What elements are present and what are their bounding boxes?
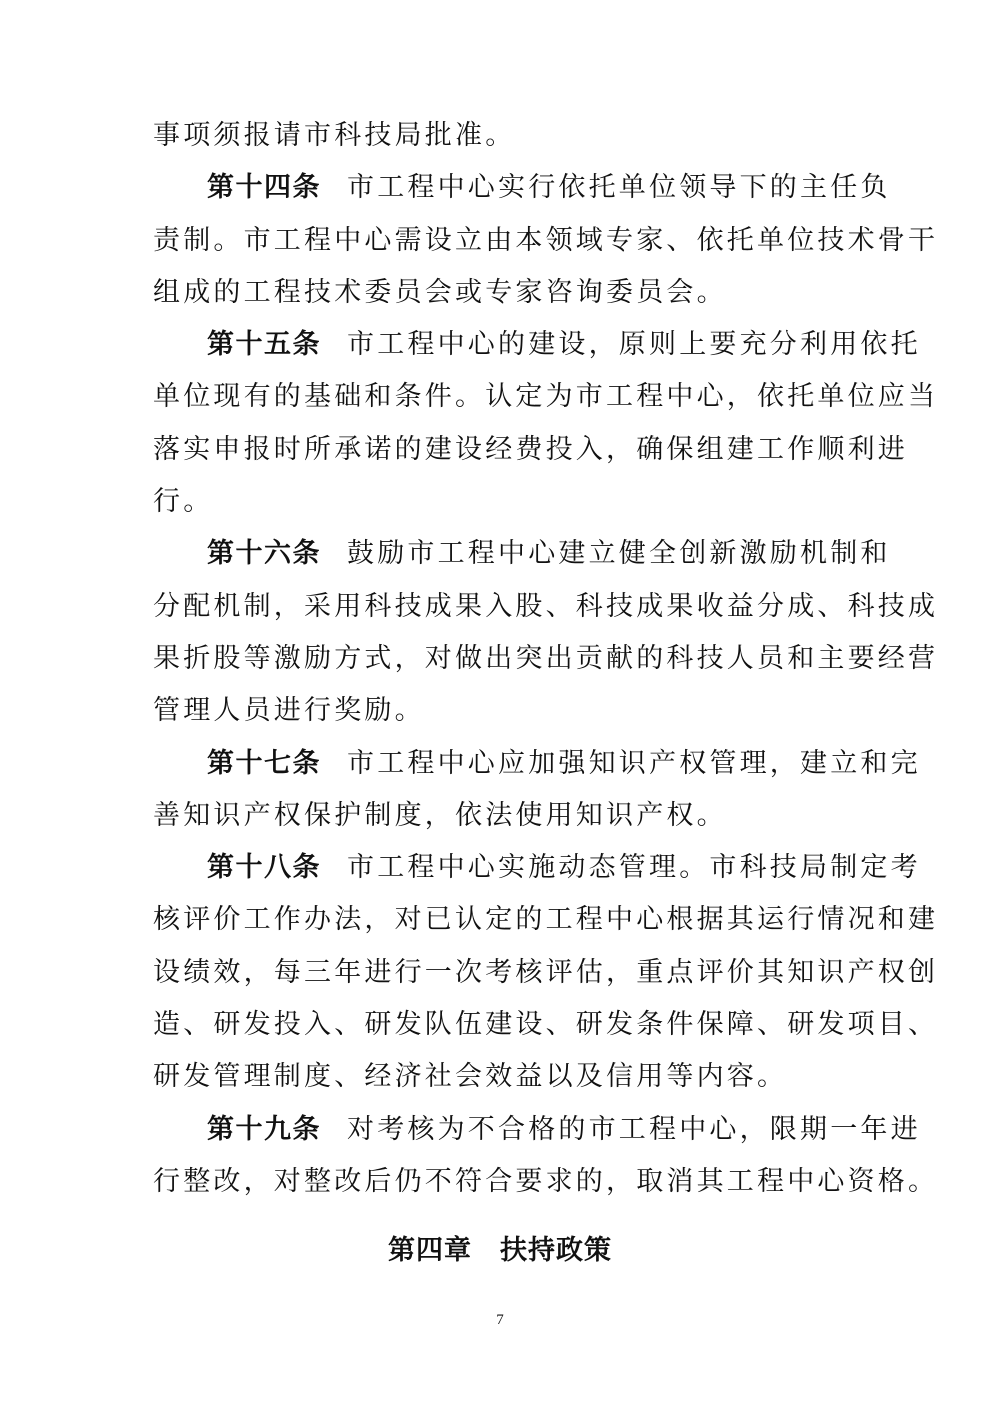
line-text: 市工程中心实施动态管理。市科技局制定考 (347, 852, 921, 884)
text-line (153, 947, 939, 999)
line-text: 责制。市工程中心需设立由本领域专家、依托单位技术骨干 (153, 224, 939, 256)
text-line (153, 476, 853, 528)
text-line (153, 371, 939, 423)
text-line (153, 1156, 939, 1208)
line-text: 落实申报时所承诺的建设经费投入，确保组建工作顺利进 (153, 433, 908, 465)
chapter-number: 第四章 (388, 1235, 472, 1266)
line-text: 市工程中心应加强知识产权管理，建立和完 (347, 747, 921, 779)
line-text: 鼓励市工程中心建立健全创新激励机制和 (347, 538, 891, 570)
article-19-line (153, 1104, 921, 1156)
line-text: 行整改，对整改后仍不符合要求的，取消其工程中心资格。 (153, 1165, 939, 1197)
line-text: 善知识产权保护制度，依法使用知识产权。 (153, 799, 727, 831)
line-text: 果折股等激励方式，对做出突出贡献的科技人员和主要经营 (153, 642, 939, 674)
line-text: 事项须报请市科技局批准。 (153, 120, 516, 151)
article-14-line (153, 162, 891, 214)
chapter-title: 扶持政策 (500, 1235, 612, 1266)
text-line (153, 267, 853, 319)
article-heading: 第十七条 (207, 747, 321, 779)
article-17-line (153, 738, 921, 790)
line-text: 单位现有的基础和条件。认定为市工程中心，依托单位应当 (153, 381, 939, 413)
text-line (153, 581, 939, 633)
line-text: 核评价工作办法，对已认定的工程中心根据其运行情况和建 (153, 904, 939, 936)
article-15-line (153, 319, 921, 371)
page-number: 7 (496, 1312, 504, 1328)
text-line (153, 424, 908, 476)
text-line (153, 894, 939, 946)
chapter-heading (0, 1225, 1000, 1277)
line-text: 市工程中心的建设，原则上要充分利用依托 (347, 329, 921, 361)
text-line (153, 685, 853, 737)
line-text: 造、研发投入、研发队伍建设、研发条件保障、研发项目、 (153, 1009, 939, 1041)
line-text: 组成的工程技术委员会或专家咨询委员会。 (153, 276, 727, 308)
line-text: 研发管理制度、经济社会效益以及信用等内容。 (153, 1061, 788, 1093)
line-text: 行。 (153, 486, 214, 518)
article-heading: 第十四条 (207, 172, 321, 204)
line-text: 市工程中心实行依托单位领导下的主任负 (347, 172, 891, 204)
text-line (153, 790, 853, 842)
article-heading: 第十九条 (207, 1113, 321, 1145)
line-text: 对考核为不合格的市工程中心，限期一年进 (347, 1113, 921, 1145)
text-line (153, 999, 939, 1051)
article-heading: 第十六条 (207, 538, 321, 570)
text-line (153, 215, 939, 267)
body-text (153, 110, 939, 1208)
line-text: 管理人员进行奖励。 (153, 695, 425, 727)
text-line (153, 633, 939, 685)
text-line (153, 1051, 853, 1103)
line-text: 设绩效，每三年进行一次考核评估，重点评价其知识产权创 (153, 956, 939, 988)
line-text: 分配机制，采用科技成果入股、科技成果收益分成、科技成 (153, 590, 939, 622)
article-heading: 第十五条 (207, 329, 321, 361)
article-heading: 第十八条 (207, 852, 321, 884)
text-line (153, 110, 853, 162)
article-18-line (153, 842, 921, 894)
article-16-line (153, 528, 891, 580)
